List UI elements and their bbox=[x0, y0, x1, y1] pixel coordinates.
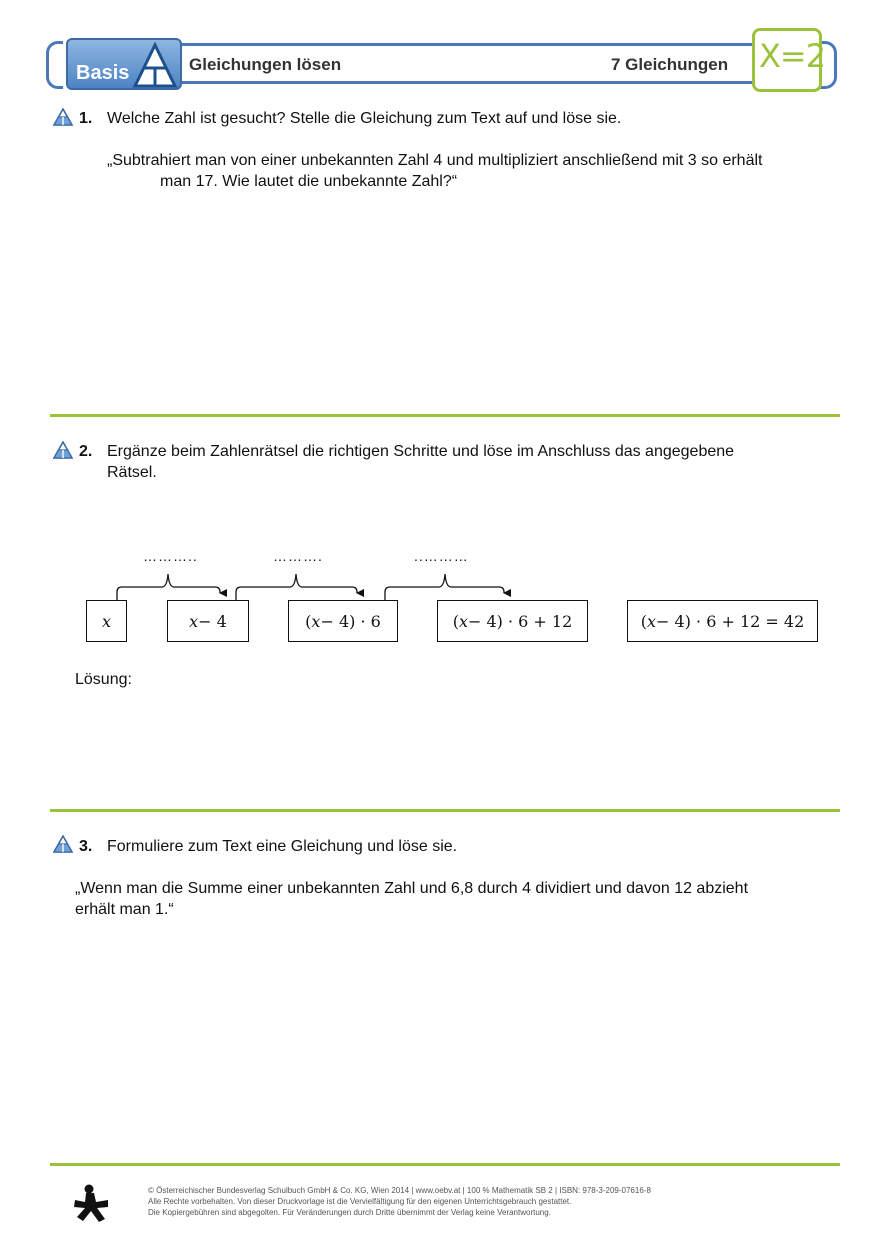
footer-line: Alle Rechte vorbehalten. Von dieser Druckvorlage ist die Vervielfältigung für den eigenen Unterrichtsgebrauch gestattet. bbox=[148, 1197, 572, 1206]
section-divider bbox=[50, 414, 840, 417]
task-1-quote-line1: „Subtrahiert man von einer unbekannten Zahl 4 und multipliziert anschließend mit 3 so erhält bbox=[107, 152, 763, 169]
puzzle-blank[interactable]: ..……… bbox=[414, 548, 469, 564]
pyramid-icon bbox=[53, 835, 73, 853]
puzzle-blank[interactable]: ………. bbox=[273, 548, 323, 564]
task-2-instruction-line1: Ergänze beim Zahlenrätsel die richtigen Schritte und löse im Anschluss das angegebene bbox=[107, 443, 735, 460]
x-equals-2-badge bbox=[752, 28, 826, 92]
header-bracket-left bbox=[46, 41, 63, 89]
solution-label: Lösung: bbox=[75, 671, 132, 688]
chapter-title: 7 Gleichungen bbox=[611, 55, 729, 74]
footer-line: © Österreichischer Bundesverlag Schulbuch GmbH & Co. KG, Wien 2014 | www.oebv.at | 100 % Mathematik SB 2 | ISBN: 978-3-209-07616-8 bbox=[148, 1186, 651, 1195]
task-3-quote-line2: erhält man 1.“ bbox=[75, 901, 174, 918]
footer-divider bbox=[50, 1163, 840, 1166]
section-divider bbox=[50, 809, 840, 812]
badge-label: X=2 bbox=[759, 37, 826, 75]
page-title: Gleichungen lösen bbox=[189, 55, 342, 74]
header-line-bottom bbox=[180, 81, 755, 84]
basis-logo-label: Basis bbox=[76, 62, 130, 84]
pyramid-icon bbox=[132, 42, 178, 88]
puzzle-box-step-4: ( x − 4) · 6 + 12 bbox=[437, 600, 588, 642]
header-line-top bbox=[180, 43, 755, 46]
task-3-instruction: Formuliere zum Text eine Gleichung und löse sie. bbox=[107, 838, 458, 855]
pyramid-icon bbox=[53, 441, 73, 459]
puzzle-box-equation: ( x − 4) · 6 + 12 = 42 bbox=[627, 600, 818, 642]
task-2-instruction-line2: Rätsel. bbox=[107, 464, 157, 481]
footer-copyright bbox=[148, 1185, 651, 1218]
task-3-number: 3. bbox=[79, 838, 93, 855]
puzzle-arrows bbox=[0, 560, 890, 605]
basis-logo bbox=[66, 38, 182, 90]
task-1-number: 1. bbox=[79, 110, 93, 127]
puzzle-box-step-2: x − 4 bbox=[167, 600, 249, 642]
publisher-logo-icon bbox=[72, 1184, 110, 1222]
pyramid-icon bbox=[53, 108, 73, 126]
task-1-quote-line2: man 17. Wie lautet die unbekannte Zahl?“ bbox=[160, 173, 458, 190]
puzzle-box-step-3: ( x − 4) · 6 bbox=[288, 600, 398, 642]
puzzle-blank[interactable]: ……….. bbox=[143, 548, 198, 564]
task-1-instruction: Welche Zahl ist gesucht? Stelle die Gleichung zum Text auf und löse sie. bbox=[107, 110, 622, 127]
puzzle-box-step-1: x bbox=[86, 600, 127, 642]
task-2-number: 2. bbox=[79, 443, 93, 460]
task-3-quote-line1: „Wenn man die Summe einer unbekannten Zahl und 6,8 durch 4 dividiert und davon 12 abzieht bbox=[75, 880, 749, 897]
footer-line: Die Kopiergebühren sind abgegolten. Für Veränderungen durch Dritte übernimmt der Verlag keine Verantwortung. bbox=[148, 1208, 551, 1217]
